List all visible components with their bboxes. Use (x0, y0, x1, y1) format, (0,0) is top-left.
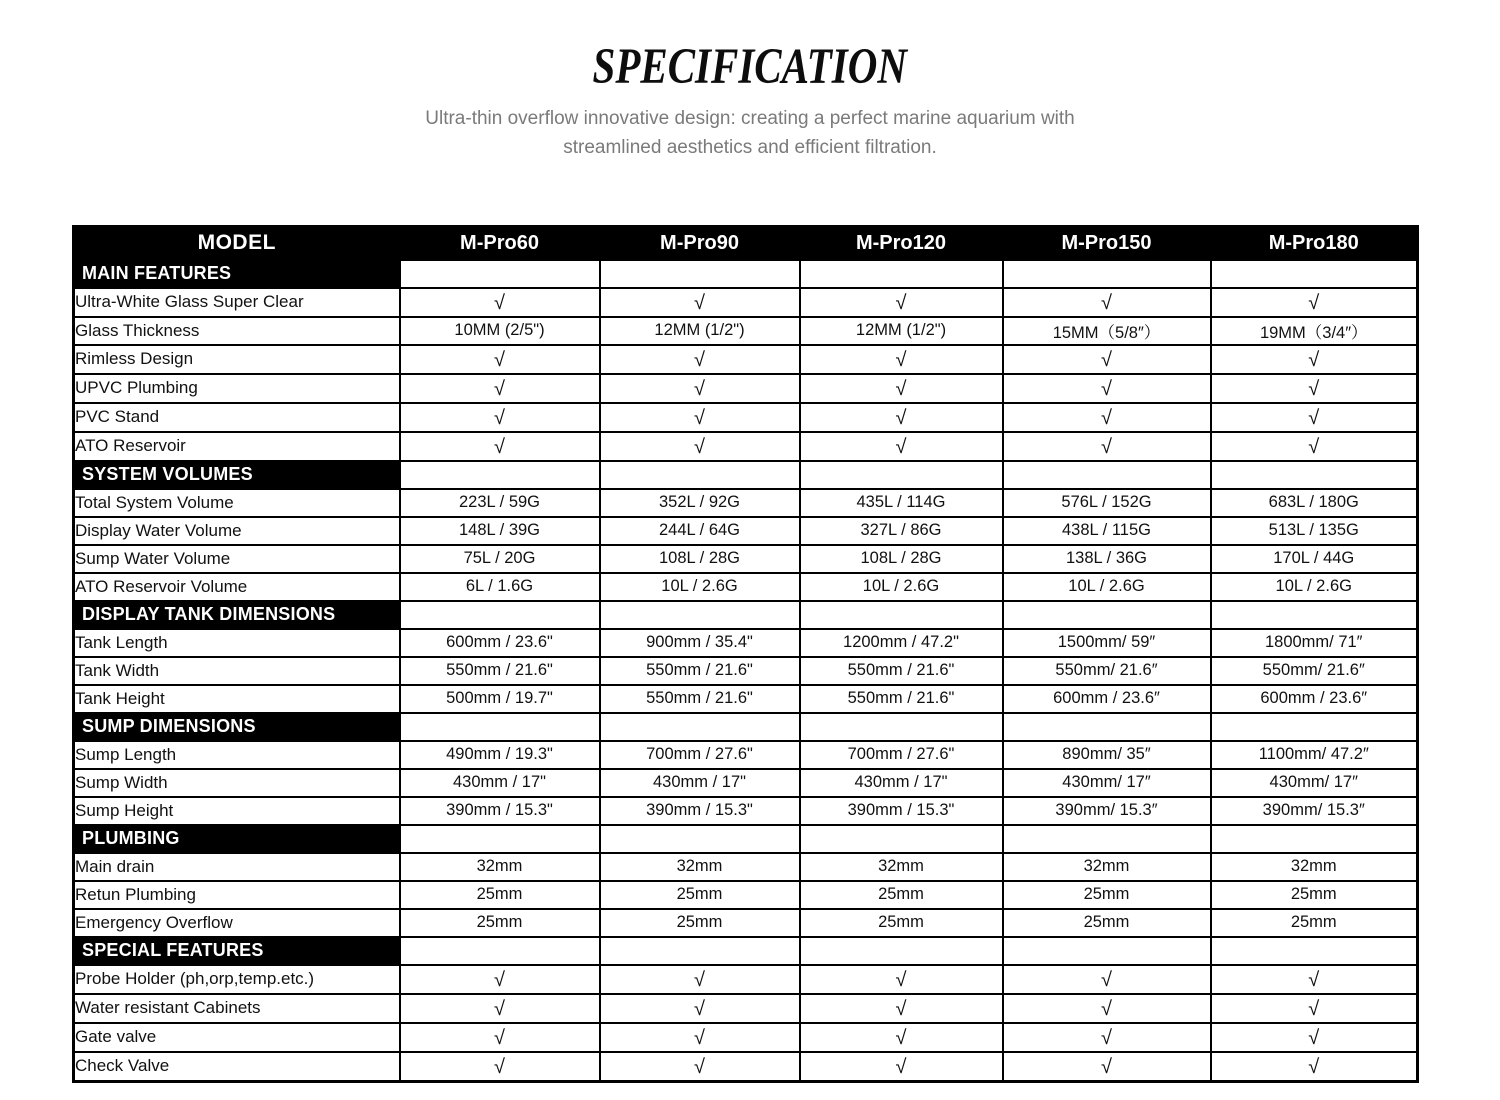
empty-cell (800, 461, 1003, 489)
table-row (74, 994, 1418, 1023)
model-column-header: M-Pro120 (800, 226, 1003, 260)
empty-cell (1211, 713, 1418, 741)
spec-value-cell: 490mm / 19.3" (400, 741, 600, 769)
spec-value-cell: 10L / 2.6G (600, 573, 800, 601)
spec-value-cell: 32mm (1003, 853, 1211, 881)
empty-cell (800, 260, 1003, 288)
row-label: Water resistant Cabinets (74, 994, 400, 1023)
check-mark-icon: √ (600, 965, 800, 994)
section-header-row (74, 601, 1418, 629)
empty-cell (1003, 937, 1211, 965)
spec-value-cell: 700mm / 27.6" (800, 741, 1003, 769)
empty-cell (1211, 461, 1418, 489)
spec-value-cell: 1800mm/ 71″ (1211, 629, 1418, 657)
section-header-row (74, 937, 1418, 965)
spec-value-cell: 390mm/ 15.3″ (1211, 797, 1418, 825)
spec-value-cell: 600mm / 23.6″ (1211, 685, 1418, 713)
empty-cell (800, 825, 1003, 853)
spec-value-cell: 576L / 152G (1003, 489, 1211, 517)
check-mark-icon: √ (1003, 1052, 1211, 1082)
empty-cell (600, 937, 800, 965)
check-mark-icon: √ (600, 994, 800, 1023)
check-mark-icon: √ (600, 1023, 800, 1052)
check-mark-icon: √ (600, 1052, 800, 1082)
spec-value-cell: 10L / 2.6G (1211, 573, 1418, 601)
spec-value-cell: 15MM（5/8″） (1003, 317, 1211, 345)
spec-value-cell: 170L / 44G (1211, 545, 1418, 573)
check-mark-icon: √ (1003, 1023, 1211, 1052)
spec-value-cell: 550mm / 21.6" (800, 657, 1003, 685)
empty-cell (400, 713, 600, 741)
check-mark-icon: √ (600, 374, 800, 403)
row-label: Gate valve (74, 1023, 400, 1052)
page-header (0, 0, 1500, 163)
section-title: SYSTEM VOLUMES (74, 461, 400, 489)
check-mark-icon: √ (1211, 994, 1418, 1023)
table-row (74, 853, 1418, 881)
empty-cell (600, 601, 800, 629)
table-row (74, 489, 1418, 517)
page-subtitle (0, 104, 1500, 163)
empty-cell (800, 713, 1003, 741)
row-label: PVC Stand (74, 403, 400, 432)
table-row (74, 965, 1418, 994)
check-mark-icon: √ (400, 432, 600, 461)
spec-value-cell: 108L / 28G (800, 545, 1003, 573)
table-row (74, 657, 1418, 685)
row-label: ATO Reservoir Volume (74, 573, 400, 601)
section-title: MAIN FEATURES (74, 260, 400, 288)
row-label: Probe Holder (ph,orp,temp.etc.) (74, 965, 400, 994)
spec-value-cell: 148L / 39G (400, 517, 600, 545)
row-label: Tank Width (74, 657, 400, 685)
check-mark-icon: √ (800, 994, 1003, 1023)
spec-value-cell: 327L / 86G (800, 517, 1003, 545)
model-column-header: M-Pro90 (600, 226, 800, 260)
check-mark-icon: √ (1211, 403, 1418, 432)
table-row (74, 317, 1418, 345)
subtitle-line-1: Ultra-thin overflow innovative design: creating a perfect marine aquarium with (425, 108, 1075, 129)
table-row (74, 881, 1418, 909)
row-label: Sump Water Volume (74, 545, 400, 573)
empty-cell (1211, 260, 1418, 288)
empty-cell (400, 937, 600, 965)
row-label: Main drain (74, 853, 400, 881)
spec-value-cell: 430mm/ 17″ (1003, 769, 1211, 797)
spec-value-cell: 138L / 36G (1003, 545, 1211, 573)
row-label: Display Water Volume (74, 517, 400, 545)
check-mark-icon: √ (400, 965, 600, 994)
section-title: SUMP DIMENSIONS (74, 713, 400, 741)
spec-value-cell: 550mm / 21.6" (600, 685, 800, 713)
check-mark-icon: √ (1003, 345, 1211, 374)
section-header-row (74, 713, 1418, 741)
check-mark-icon: √ (800, 345, 1003, 374)
spec-value-cell: 430mm / 17" (800, 769, 1003, 797)
spec-value-cell: 12MM (1/2") (800, 317, 1003, 345)
model-column-header: M-Pro150 (1003, 226, 1211, 260)
spec-value-cell: 1200mm / 47.2" (800, 629, 1003, 657)
check-mark-icon: √ (400, 345, 600, 374)
check-mark-icon: √ (400, 994, 600, 1023)
spec-value-cell: 435L / 114G (800, 489, 1003, 517)
spec-value-cell: 32mm (800, 853, 1003, 881)
row-label: UPVC Plumbing (74, 374, 400, 403)
table-row (74, 573, 1418, 601)
check-mark-icon: √ (1211, 345, 1418, 374)
table-row (74, 769, 1418, 797)
empty-cell (600, 825, 800, 853)
row-label: Check Valve (74, 1052, 400, 1082)
spec-value-cell: 500mm / 19.7" (400, 685, 600, 713)
table-row (74, 345, 1418, 374)
check-mark-icon: √ (1211, 374, 1418, 403)
model-column-header: M-Pro180 (1211, 226, 1418, 260)
spec-value-cell: 25mm (600, 881, 800, 909)
row-label: Tank Length (74, 629, 400, 657)
check-mark-icon: √ (400, 374, 600, 403)
table-row (74, 909, 1418, 937)
table-row (74, 374, 1418, 403)
spec-value-cell: 390mm/ 15.3″ (1003, 797, 1211, 825)
spec-value-cell: 25mm (400, 881, 600, 909)
spec-value-cell: 25mm (400, 909, 600, 937)
spec-value-cell: 10L / 2.6G (800, 573, 1003, 601)
spec-value-cell: 890mm/ 35″ (1003, 741, 1211, 769)
check-mark-icon: √ (1003, 994, 1211, 1023)
spec-value-cell: 390mm / 15.3" (600, 797, 800, 825)
spec-value-cell: 683L / 180G (1211, 489, 1418, 517)
check-mark-icon: √ (800, 403, 1003, 432)
table-row (74, 545, 1418, 573)
check-mark-icon: √ (1211, 1023, 1418, 1052)
row-label: Emergency Overflow (74, 909, 400, 937)
empty-cell (1003, 260, 1211, 288)
section-header-row (74, 825, 1418, 853)
subtitle-line-2: streamlined aesthetics and efficient filtration. (563, 137, 937, 159)
check-mark-icon: √ (1003, 403, 1211, 432)
row-label: Sump Width (74, 769, 400, 797)
table-row (74, 629, 1418, 657)
spec-value-cell: 1100mm/ 47.2″ (1211, 741, 1418, 769)
spec-value-cell: 223L / 59G (400, 489, 600, 517)
row-label: Total System Volume (74, 489, 400, 517)
check-mark-icon: √ (1211, 432, 1418, 461)
empty-cell (400, 825, 600, 853)
spec-value-cell: 25mm (1211, 909, 1418, 937)
table-row (74, 432, 1418, 461)
spec-value-cell: 25mm (800, 909, 1003, 937)
table-row (74, 741, 1418, 769)
spec-value-cell: 550mm/ 21.6″ (1211, 657, 1418, 685)
empty-cell (1003, 713, 1211, 741)
empty-cell (600, 713, 800, 741)
check-mark-icon: √ (1211, 1052, 1418, 1082)
spec-value-cell: 430mm/ 17″ (1211, 769, 1418, 797)
spec-value-cell: 25mm (1003, 881, 1211, 909)
table-row (74, 685, 1418, 713)
table-row (74, 288, 1418, 317)
spec-value-cell: 1500mm/ 59″ (1003, 629, 1211, 657)
row-label: Rimless Design (74, 345, 400, 374)
spec-value-cell: 513L / 135G (1211, 517, 1418, 545)
check-mark-icon: √ (800, 374, 1003, 403)
check-mark-icon: √ (1211, 288, 1418, 317)
check-mark-icon: √ (400, 1023, 600, 1052)
empty-cell (800, 601, 1003, 629)
section-title: SPECIAL FEATURES (74, 937, 400, 965)
spec-value-cell: 390mm / 15.3" (800, 797, 1003, 825)
spec-value-cell: 32mm (400, 853, 600, 881)
row-label: Retun Plumbing (74, 881, 400, 909)
check-mark-icon: √ (600, 345, 800, 374)
row-label: ATO Reservoir (74, 432, 400, 461)
row-label: Sump Length (74, 741, 400, 769)
row-label: Sump Height (74, 797, 400, 825)
section-header-row (74, 260, 1418, 288)
empty-cell (1003, 601, 1211, 629)
spec-value-cell: 550mm / 21.6" (600, 657, 800, 685)
spec-value-cell: 10L / 2.6G (1003, 573, 1211, 601)
spec-value-cell: 700mm / 27.6" (600, 741, 800, 769)
section-title: PLUMBING (74, 825, 400, 853)
spec-value-cell: 438L / 115G (1003, 517, 1211, 545)
check-mark-icon: √ (1003, 374, 1211, 403)
empty-cell (1211, 937, 1418, 965)
check-mark-icon: √ (1003, 288, 1211, 317)
empty-cell (400, 601, 600, 629)
spec-value-cell: 900mm / 35.4" (600, 629, 800, 657)
spec-value-cell: 430mm / 17" (600, 769, 800, 797)
check-mark-icon: √ (600, 288, 800, 317)
table-row (74, 403, 1418, 432)
empty-cell (400, 260, 600, 288)
table-row (74, 517, 1418, 545)
check-mark-icon: √ (1003, 965, 1211, 994)
spec-value-cell: 600mm / 23.6″ (1003, 685, 1211, 713)
spec-value-cell: 25mm (1003, 909, 1211, 937)
check-mark-icon: √ (600, 432, 800, 461)
spec-value-cell: 12MM (1/2") (600, 317, 800, 345)
spec-table-container (72, 225, 1416, 1083)
spec-value-cell: 600mm / 23.6" (400, 629, 600, 657)
row-label: Glass Thickness (74, 317, 400, 345)
table-row (74, 1023, 1418, 1052)
table-row (74, 1052, 1418, 1082)
empty-cell (600, 260, 800, 288)
spec-value-cell: 25mm (1211, 881, 1418, 909)
model-header-label: MODEL (74, 226, 400, 260)
check-mark-icon: √ (600, 403, 800, 432)
check-mark-icon: √ (400, 288, 600, 317)
empty-cell (400, 461, 600, 489)
empty-cell (1003, 461, 1211, 489)
spec-value-cell: 32mm (1211, 853, 1418, 881)
check-mark-icon: √ (800, 965, 1003, 994)
spec-value-cell: 550mm / 21.6" (400, 657, 600, 685)
row-label: Ultra-White Glass Super Clear (74, 288, 400, 317)
check-mark-icon: √ (800, 1052, 1003, 1082)
check-mark-icon: √ (400, 1052, 600, 1082)
spec-value-cell: 550mm / 21.6" (800, 685, 1003, 713)
check-mark-icon: √ (1003, 432, 1211, 461)
spec-value-cell: 244L / 64G (600, 517, 800, 545)
spec-value-cell: 10MM (2/5") (400, 317, 600, 345)
section-title: DISPLAY TANK DIMENSIONS (74, 601, 400, 629)
spec-value-cell: 19MM（3/4″） (1211, 317, 1418, 345)
check-mark-icon: √ (400, 403, 600, 432)
spec-value-cell: 25mm (800, 881, 1003, 909)
empty-cell (1211, 825, 1418, 853)
empty-cell (600, 461, 800, 489)
spec-value-cell: 108L / 28G (600, 545, 800, 573)
check-mark-icon: √ (800, 1023, 1003, 1052)
section-header-row (74, 461, 1418, 489)
empty-cell (1211, 601, 1418, 629)
model-column-header: M-Pro60 (400, 226, 600, 260)
check-mark-icon: √ (800, 288, 1003, 317)
empty-cell (800, 937, 1003, 965)
empty-cell (1003, 825, 1211, 853)
spec-value-cell: 390mm / 15.3" (400, 797, 600, 825)
spec-value-cell: 352L / 92G (600, 489, 800, 517)
page-title: SPECIFICATION (592, 36, 908, 95)
row-label: Tank Height (74, 685, 400, 713)
spec-value-cell: 25mm (600, 909, 800, 937)
spec-value-cell: 32mm (600, 853, 800, 881)
spec-value-cell: 430mm / 17" (400, 769, 600, 797)
table-row (74, 797, 1418, 825)
spec-table (72, 225, 1419, 1083)
spec-value-cell: 550mm/ 21.6″ (1003, 657, 1211, 685)
model-header-row (74, 226, 1418, 260)
spec-value-cell: 75L / 20G (400, 545, 600, 573)
check-mark-icon: √ (1211, 965, 1418, 994)
spec-value-cell: 6L / 1.6G (400, 573, 600, 601)
check-mark-icon: √ (800, 432, 1003, 461)
